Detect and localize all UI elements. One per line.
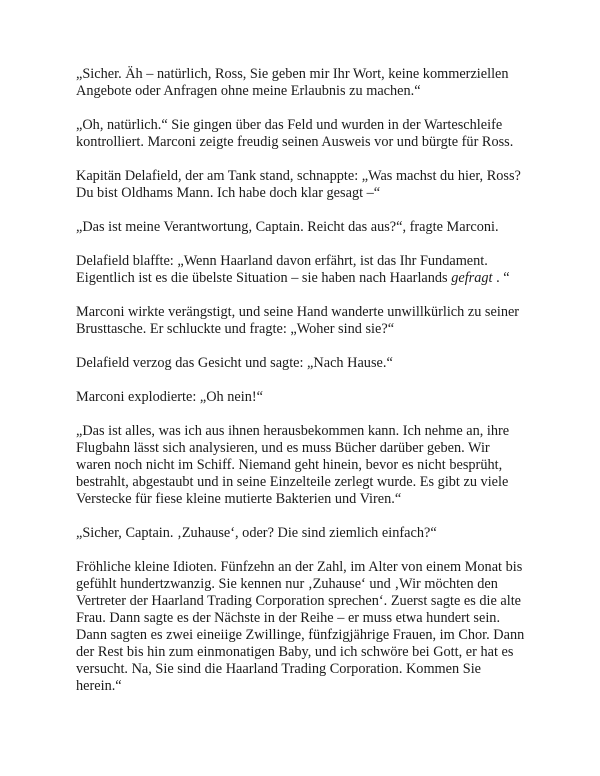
paragraph-2: „Oh, natürlich.“ Sie gingen über das Feld und wurden in der Warteschleife kontrolliert. Marconi zeigte freudig seinen Ausweis vor und bürgte für Ross.: [76, 117, 514, 150]
paragraph-10: „Sicher, Captain. ‚Zuhause‘, oder? Die sind ziemlich einfach?“: [76, 525, 437, 541]
paragraph-9: „Das ist alles, was ich aus ihnen herausbekommen kann. Ich nehme an, ihre Flugbahn lässt sich analysieren, und es muss Bücher darüber geben. Wir waren noch nicht im Schiff. Niemand geht hinein, bevor es nicht besprüht, bestrahlt, abgestaubt und in seine Einzelteile zerlegt wurde. Es gibt zu viele Verstecke für fiese kleine mutierte Bakterien und Viren.“: [76, 423, 510, 507]
paragraph-3: Kapitän Delafield, der am Tank stand, schnappte: „Was machst du hier, Ross? Du bist Oldhams Mann. Ich habe doch klar gesagt –“: [76, 168, 521, 201]
paragraph-5-emphasis: gefragt: [451, 270, 493, 286]
paragraph-11: Fröhliche kleine Idioten. Fünfzehn an der Zahl, im Alter von einem Monat bis gefühlt hundertzwanzig. Sie kennen nur ‚Zuhause‘ und ‚Wir möchten den Vertreter der Haarland Trading Corporation sprechen‘. Zuerst sagte es die alte Frau. Dann sagte es der Nächste in der Reihe – er muss etwa hundert sein. Dann sagten es zwei eineiige Zwillinge, fünfzigjährige Frauen, im Chor. Dann der Rest bis hin zum einmonatigen Baby, und ich schwöre bei Gott, er hat es versucht. Na, Sie sind die Haarland Trading Corporation. Kommen Sie herein.“: [76, 559, 525, 694]
paragraph-5-text-after: . “: [492, 270, 510, 286]
paragraph-6: Marconi wirkte verängstigt, und seine Hand wanderte unwillkürlich zu seiner Brusttasche. Er schluckte und fragte: „Woher sind sie?“: [76, 304, 520, 337]
paragraph-4: „Das ist meine Verantwortung, Captain. Reicht das aus?“, fragte Marconi.: [76, 219, 499, 235]
paragraph-5-text-before: Delafield blaffte: „Wenn Haarland davon erfährt, ist das Ihr Fundament. Eigentlich ist es die übelste Situation – sie haben nach Haarlands: [76, 253, 488, 286]
paragraph-8: Marconi explodierte: „Oh nein!“: [76, 389, 263, 405]
paragraph-7: Delafield verzog das Gesicht und sagte: „Nach Hause.“: [76, 355, 393, 371]
paragraph-1: „Sicher. Äh – natürlich, Ross, Sie geben mir Ihr Wort, keine kommerziellen Angebote oder Anfragen ohne meine Erlaubnis zu machen.“: [76, 66, 509, 99]
paragraph-5: [76, 253, 526, 287]
body-text: [76, 66, 526, 712]
